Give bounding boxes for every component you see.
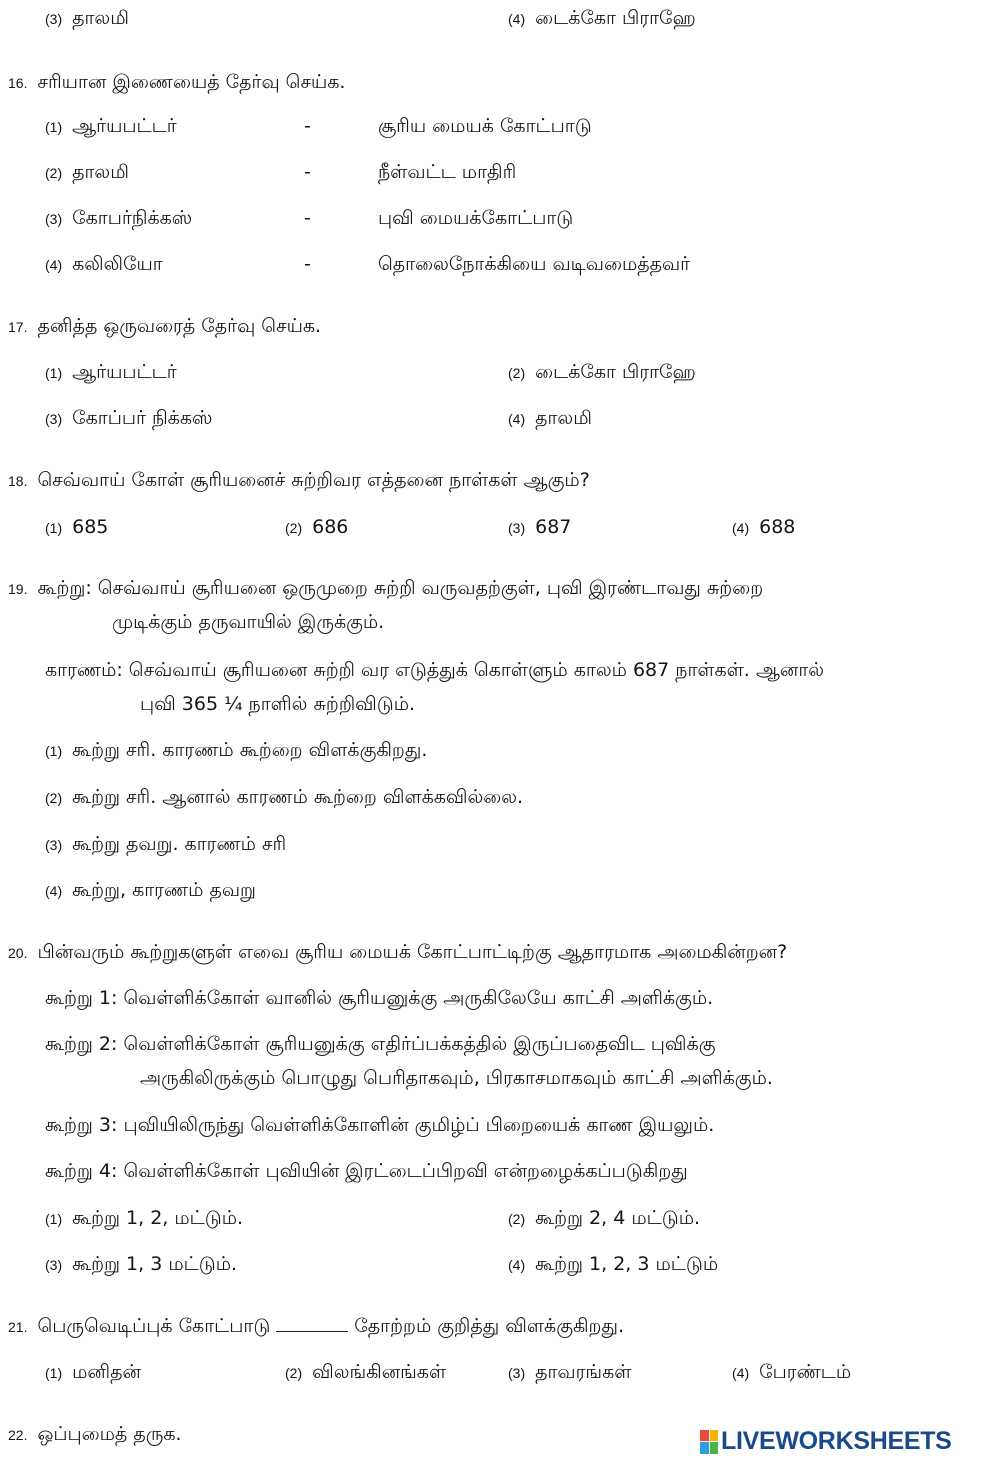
item-text: கூற்று 1, 3 மட்டும். [72, 1253, 238, 1275]
item-text: - [304, 115, 311, 137]
text-line [304, 114, 311, 138]
text-line [8, 314, 321, 339]
item-number: (1) [45, 365, 63, 381]
item-number: 18. [8, 473, 28, 489]
item-text: மனிதன் [72, 1361, 141, 1383]
item-number: (4) [508, 411, 526, 427]
item-number: (3) [45, 837, 63, 853]
text-line [508, 1206, 700, 1231]
item-number: (3) [508, 520, 526, 536]
text-line [45, 1206, 243, 1231]
item-number: 19. [8, 581, 28, 597]
item-text: கூற்று தவறு. காரணம் சரி [72, 833, 287, 855]
item-number: (3) [45, 1257, 63, 1273]
item-text-after-blank: தோற்றம் குறித்து விளக்குகிறது. [354, 1315, 624, 1337]
text-line [508, 1360, 631, 1385]
item-number: (3) [45, 411, 63, 427]
liveworksheets-logo [700, 1427, 952, 1456]
text-line [45, 406, 212, 431]
text-line [304, 160, 311, 184]
item-number: (4) [732, 520, 750, 536]
item-text: - [304, 161, 311, 183]
text-line [45, 1113, 714, 1137]
item-text: ஒப்புமைத் தருக. [37, 1423, 182, 1445]
item-number: (2) [285, 520, 303, 536]
text-line [45, 360, 177, 385]
item-text: தொலைநோக்கியை வடிவமைத்தவர் [378, 253, 691, 275]
text-line [508, 1252, 718, 1277]
item-text: தாலமி [535, 407, 592, 429]
text-line [112, 610, 384, 634]
item-text: 685 [72, 516, 109, 538]
text-line [45, 1360, 141, 1385]
text-line [45, 1032, 715, 1056]
text-line [45, 114, 177, 139]
text-line [45, 832, 286, 857]
item-text: தாலமி [72, 7, 129, 29]
item-text: 686 [312, 516, 349, 538]
item-text: அருகிலிருக்கும் பொழுது பெரிதாகவும், பிரகாசமாகவும் காட்சி அளிக்கும். [140, 1067, 773, 1089]
item-text: பெருவெடிப்புக் கோட்பாடு [37, 1315, 271, 1337]
text-line [45, 1252, 237, 1277]
item-text: சூரிய மையக் கோட்பாடு [378, 115, 592, 137]
item-text: முடிக்கும் தருவாயில் இருக்கும். [112, 611, 385, 633]
item-number: 21. [8, 1319, 28, 1335]
text-line [732, 1360, 851, 1385]
text-line [45, 6, 129, 31]
item-number: (1) [45, 520, 63, 536]
item-number: (2) [45, 165, 63, 181]
text-line [508, 406, 592, 431]
text-line [285, 515, 348, 540]
item-text: நீள்வட்ட மாதிரி [378, 161, 517, 183]
text-line [8, 1314, 624, 1339]
text-line [45, 160, 129, 185]
item-number: 16. [8, 75, 28, 91]
item-number: 22. [8, 1427, 28, 1443]
item-number: (1) [45, 1211, 63, 1227]
item-number: (3) [45, 211, 63, 227]
text-line [45, 986, 713, 1010]
text-line [304, 206, 311, 230]
text-line [45, 878, 256, 903]
item-number: (4) [732, 1365, 750, 1381]
text-line [304, 252, 311, 276]
text-line [378, 206, 573, 230]
item-text: கோபர்நிக்கஸ் [72, 207, 193, 229]
text-line [508, 6, 696, 31]
item-number: 20. [8, 945, 28, 961]
item-text: கூற்று 4: வெள்ளிக்கோள் புவியின் இரட்டைப்பிறவி என்றழைக்கப்படுகிறது [45, 1160, 688, 1182]
item-text: புவி 365 ¼ நாளில் சுற்றிவிடும். [140, 693, 416, 715]
item-text: கூற்று 1, 2, மட்டும். [72, 1207, 244, 1229]
item-number: (2) [45, 790, 63, 806]
item-text: தனித்த ஒருவரைத் தேர்வு செய்க. [37, 315, 322, 337]
item-number: (3) [45, 11, 63, 27]
item-text: டைக்கோ பிராஹே [535, 7, 696, 29]
text-line [45, 738, 427, 763]
item-text: கூற்று 1: வெள்ளிக்கோள் வானில் சூரியனுக்கு அருகிலேயே காட்சி அளிக்கும். [45, 987, 714, 1009]
item-text: டைக்கோ பிராஹே [535, 361, 696, 383]
text-line [8, 1422, 182, 1447]
item-text: ஆர்யபட்டர் [72, 361, 177, 383]
text-line [8, 468, 590, 493]
text-line [140, 1066, 773, 1090]
text-line [140, 692, 415, 716]
item-number: (1) [45, 119, 63, 135]
text-line [45, 658, 824, 682]
text-line [8, 576, 763, 601]
item-number: (2) [508, 365, 526, 381]
item-text: கோப்பர் நிக்கஸ் [72, 407, 213, 429]
text-line [378, 114, 592, 138]
item-text: தாவரங்கள் [535, 1361, 632, 1383]
item-text: காரணம்: செவ்வாய் சூரியனை சுற்றி வர எடுத்துக் கொள்ளும் காலம் 687 நாள்கள். ஆனால் [45, 659, 825, 681]
item-text: கலிலியோ [72, 253, 163, 275]
item-text: - [304, 253, 311, 275]
fill-blank[interactable] [276, 1329, 348, 1332]
item-text: கூற்று சரி. காரணம் கூற்றை விளக்குகிறது. [72, 739, 428, 761]
item-text: பின்வரும் கூற்றுகளுள் எவை சூரிய மையக் கோட்பாட்டிற்கு ஆதாரமாக அமைகின்றன? [37, 941, 788, 963]
text-line [378, 252, 690, 276]
item-text: புவி மையக்கோட்பாடு [378, 207, 574, 229]
text-line [508, 360, 696, 385]
item-text: பேரண்டம் [759, 1361, 852, 1383]
item-text: கூற்று: செவ்வாய் சூரியனை ஒருமுறை சுற்றி வருவதற்குள், புவி இரண்டாவது சுற்றை [37, 577, 764, 599]
item-text: தாலமி [72, 161, 129, 183]
item-text: கூற்று 1, 2, 3 மட்டும் [535, 1253, 719, 1275]
item-number: (1) [45, 1365, 63, 1381]
item-number: (3) [508, 1365, 526, 1381]
item-text: ஆர்யபட்டர் [72, 115, 177, 137]
text-line [8, 70, 345, 95]
text-line [45, 252, 163, 277]
item-number: (2) [508, 1211, 526, 1227]
item-number: (1) [45, 743, 63, 759]
text-line [732, 515, 795, 540]
text-line [285, 1360, 446, 1385]
item-number: (4) [508, 1257, 526, 1273]
item-text: சரியான இணையைத் தேர்வு செய்க. [37, 71, 346, 93]
item-number: (2) [285, 1365, 303, 1381]
item-text: செவ்வாய் கோள் சூரியனைச் சுற்றிவர எத்தனை நாள்கள் ஆகும்? [37, 469, 590, 491]
item-text: விலங்கினங்கள் [312, 1361, 447, 1383]
text-line [8, 940, 787, 965]
item-number: (4) [508, 11, 526, 27]
item-text: கூற்று 2, 4 மட்டும். [535, 1207, 701, 1229]
text-line [45, 785, 523, 810]
item-text: கூற்று 3: புவியிலிருந்து வெள்ளிக்கோளின் குமிழ்ப் பிறையைக் காண இயலும். [45, 1114, 715, 1136]
item-text: கூற்று சரி. ஆனால் காரணம் கூற்றை விளக்கவில்லை. [72, 786, 524, 808]
item-text: - [304, 207, 311, 229]
text-line [378, 160, 516, 184]
text-line [45, 515, 108, 540]
item-number: 17. [8, 319, 28, 335]
item-text: 687 [535, 516, 572, 538]
item-text: 688 [759, 516, 796, 538]
logo-mark-icon [700, 1430, 718, 1454]
item-number: (4) [45, 257, 63, 273]
text-line [45, 206, 192, 231]
item-text: கூற்று, காரணம் தவறு [72, 879, 256, 901]
text-line [45, 1159, 688, 1183]
text-line [508, 515, 571, 540]
item-text: கூற்று 2: வெள்ளிக்கோள் சூரியனுக்கு எதிர்ப்பக்கத்தில் இருப்பதைவிட புவிக்கு [45, 1033, 716, 1055]
item-number: (4) [45, 883, 63, 899]
logo-text: LIVEWORKSHEETS [721, 1427, 952, 1455]
